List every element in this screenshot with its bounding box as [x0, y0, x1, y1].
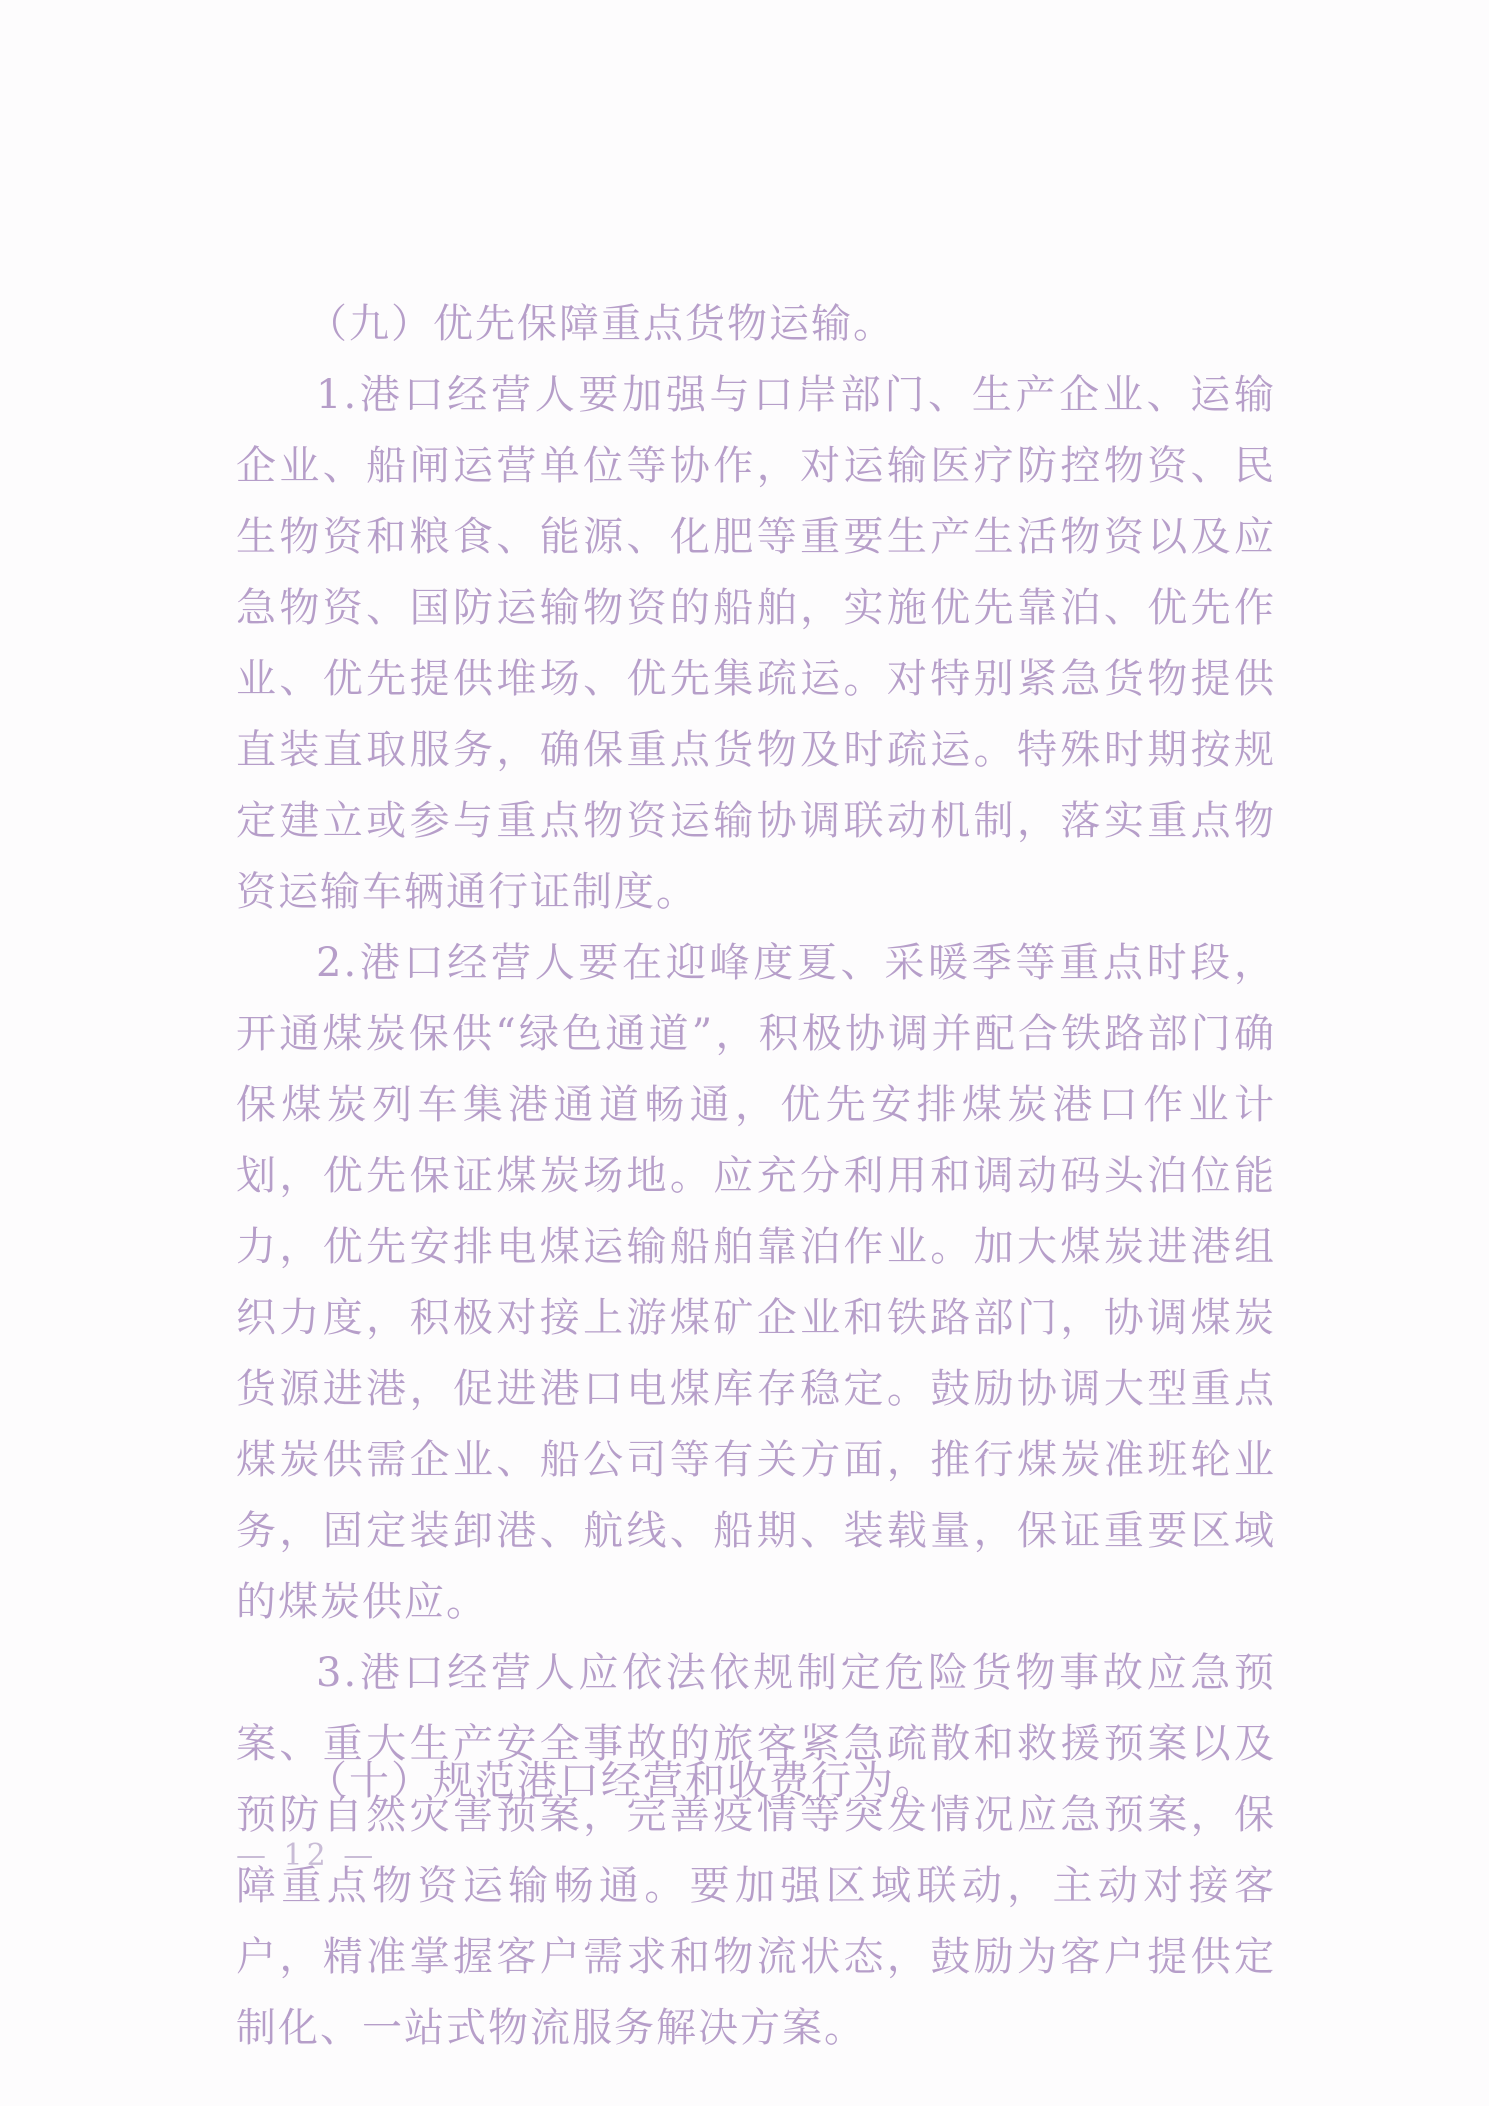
page-number: — 12 —: [236, 1838, 378, 1873]
section-heading-9: （九）优先保障重点货物运输。: [307, 301, 895, 347]
paragraph-3: 3.港口经营人应依法依规制定危险货物事故应急预案、重大生产安全事故的旅客紧急疏散和救援预案以及预防自然灾害预案，完善疫情等突发情况应急预案，保障重点物资运输畅通。要加强区域联动，主动对接客户，精准掌握客户需求和物流状态，鼓励为客户提供定制化、一站式物流服务解决方案。: [236, 1650, 1276, 2051]
paragraph-2: 2.港口经营人要在迎峰度夏、采暖季等重点时段，开通煤炭保供“绿色通道”，积极协调并配合铁路部门确保煤炭列车集港通道畅通，优先安排煤炭港口作业计划，优先保证煤炭场地。应充分利用和调动码头泊位能力，优先安排电煤运输船舶靠泊作业。加大煤炭进港组织力度，积极对接上游煤矿企业和铁路部门，协调煤炭货源进港，促进港口电煤库存稳定。鼓励协调大型重点煤炭供需企业、船公司等有关方面，推行煤炭准班轮业务，固定装卸港、航线、船期、装载量，保证重要区域的煤炭供应。: [236, 940, 1276, 1625]
paragraph-1: 1.港口经营人要加强与口岸部门、生产企业、运输企业、船闸运营单位等协作，对运输医疗防控物资、民生物资和粮食、能源、化肥等重要生产生活物资以及应急物资、国防运输物资的船舶，实施优先靠泊、优先作业、优先提供堆场、优先集疏运。对特别紧急货物提供直装直取服务，确保重点货物及时疏运。特殊时期按规定建立或参与重点物资运输协调联动机制，落实重点物资运输车辆通行证制度。: [236, 372, 1276, 915]
section-heading-10: （十）规范港口经营和收费行为。: [307, 1758, 937, 1804]
